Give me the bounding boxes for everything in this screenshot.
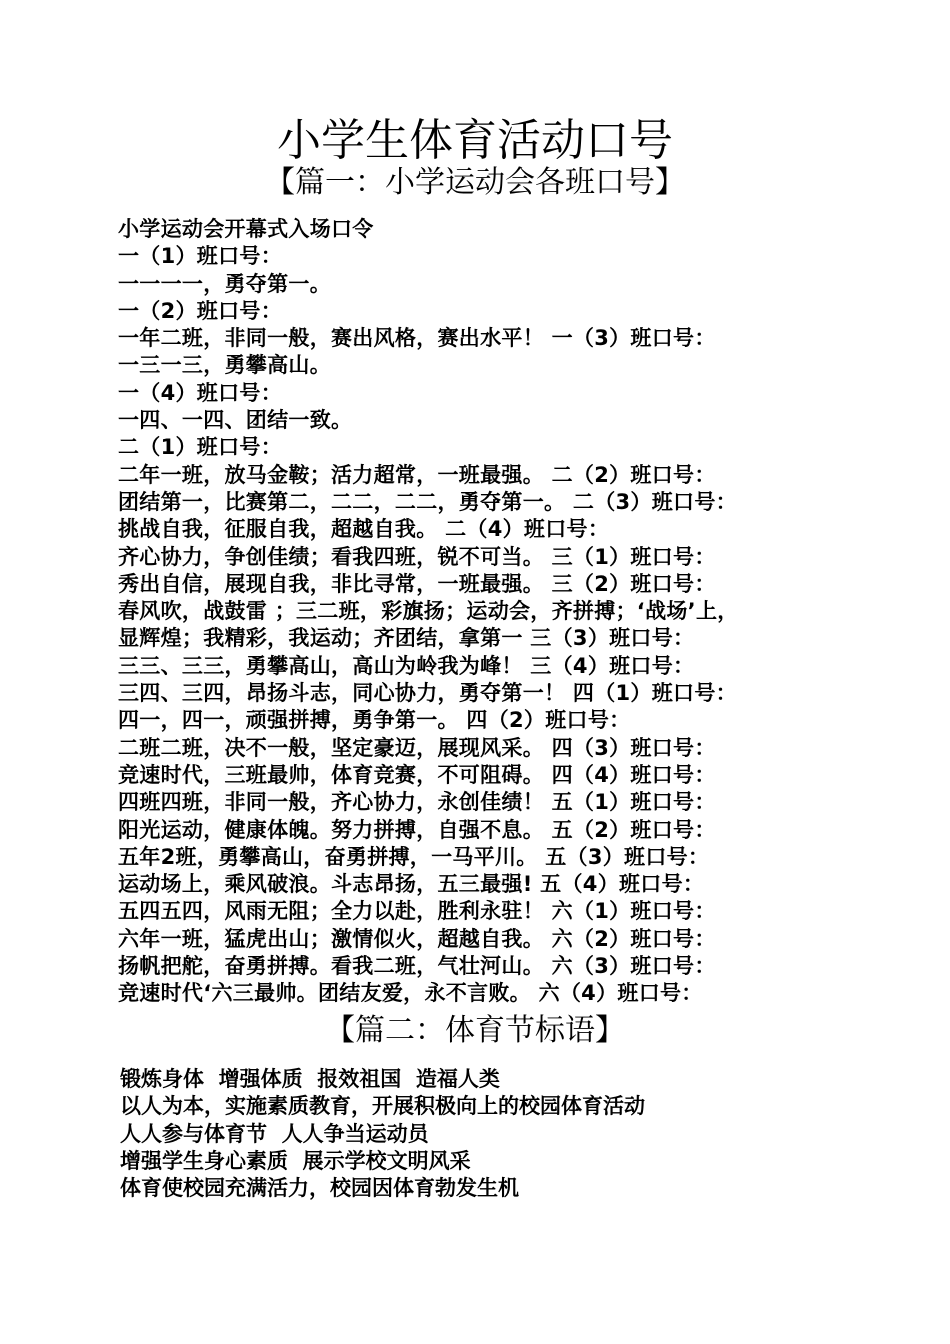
slogan-line: 增强学生身心素质 展示学校文明风采 bbox=[120, 1148, 471, 1173]
text-line: 二班二班，决不一般，坚定豪迈，展现风采。 四（3）班口号： bbox=[118, 735, 716, 760]
text-line: 齐心协力，争创佳绩；看我四班，锐不可当。 三（1）班口号： bbox=[118, 544, 716, 569]
class-slogans-list bbox=[118, 216, 818, 1008]
text-line: 扬帆把舵，奋勇拼搏。看我二班，气壮河山。 六（3）班口号： bbox=[118, 954, 716, 979]
text-line: 一三一三，勇攀高山。 bbox=[118, 353, 331, 378]
text-line: 竞速时代，三班最帅，体育竞赛，不可阻碍。 四（4）班口号： bbox=[118, 762, 716, 787]
text-line: 五四五四，风雨无阻；全力以赴，胜利永驻！ 六（1）班口号： bbox=[118, 899, 716, 924]
slogan-line: 以人为本，实施素质教育，开展积极向上的校园体育活动 bbox=[120, 1094, 645, 1119]
text-line: 一（2）班口号： bbox=[118, 298, 283, 323]
section-2-heading: 【篇二：体育节标语】 bbox=[325, 1013, 625, 1048]
text-line: 三四、三四，昂扬斗志，同心协力，勇夺第一！ 四（1）班口号： bbox=[118, 681, 737, 706]
text-line: 阳光运动，健康体魄。努力拼搏，自强不息。 五（2）班口号： bbox=[118, 817, 716, 842]
section-1-heading: 【篇一：小学运动会各班口号】 bbox=[265, 165, 685, 200]
text-line: 运动场上，乘风破浪。斗志昂扬，五三最强! 五（4）班口号： bbox=[118, 872, 705, 897]
text-line: 五年2班，勇攀高山，奋勇拼搏，一马平川。 五（3）班口号： bbox=[118, 844, 710, 869]
document-title: 小学生体育活动口号 bbox=[277, 115, 673, 166]
text-line: 一（4）班口号： bbox=[118, 380, 283, 405]
text-line: 团结第一，比赛第二，二二，二二，勇夺第一。 二（3）班口号： bbox=[118, 489, 737, 514]
slogan-line: 人人参与体育节 人人争当运动员 bbox=[120, 1121, 429, 1146]
text-line: 一一一一，勇夺第一。 bbox=[118, 271, 331, 296]
text-line: 显辉煌；我精彩，我运动；齐团结，拿第一 三（3）班口号： bbox=[118, 626, 695, 651]
text-line: 秀出自信，展现自我，非比寻常，一班最强。 三（2）班口号： bbox=[118, 571, 716, 596]
text-line: 一（1）班口号： bbox=[118, 244, 283, 269]
text-line: 竞速时代‘六三最帅。团结友爱，永不言败。 六（4）班口号： bbox=[118, 981, 703, 1006]
slogan-line: 锻炼身体 增强体质 报效祖国 造福人类 bbox=[120, 1067, 500, 1091]
text-line: 六年一班，猛虎出山；激情似火，超越自我。 六（2）班口号： bbox=[118, 926, 716, 951]
text-line: 四班四班，非同一般，齐心协力，永创佳绩！ 五（1）班口号： bbox=[118, 790, 716, 815]
text-line: 挑战自我，征服自我，超越自我。 二（4）班口号： bbox=[118, 517, 610, 542]
text-line: 三三、三三，勇攀高山，高山为岭我为峰！ 三（4）班口号： bbox=[118, 653, 695, 678]
text-line: 二年一班，放马金鞍；活力超常，一班最强。 二（2）班口号： bbox=[118, 462, 716, 487]
sports-festival-slogans-list bbox=[120, 1066, 820, 1202]
text-line: 一年二班，非同一般，赛出风格，赛出水平！ 一（3）班口号： bbox=[118, 326, 716, 351]
text-line: 一四、一四、团结一致。 bbox=[118, 408, 353, 433]
text-line: 小学运动会开幕式入场口令 bbox=[118, 217, 374, 241]
slogan-line: 体育使校园充满活力，校园因体育勃发生机 bbox=[120, 1176, 519, 1201]
text-line: 四一，四一，顽强拼搏，勇争第一。 四（2）班口号： bbox=[118, 708, 631, 733]
text-line: 春风吹，战鼓雷 ；三二班，彩旗扬；运动会，齐拼搏；‘战场’上， bbox=[118, 599, 739, 624]
text-line: 二（1）班口号： bbox=[118, 435, 283, 460]
